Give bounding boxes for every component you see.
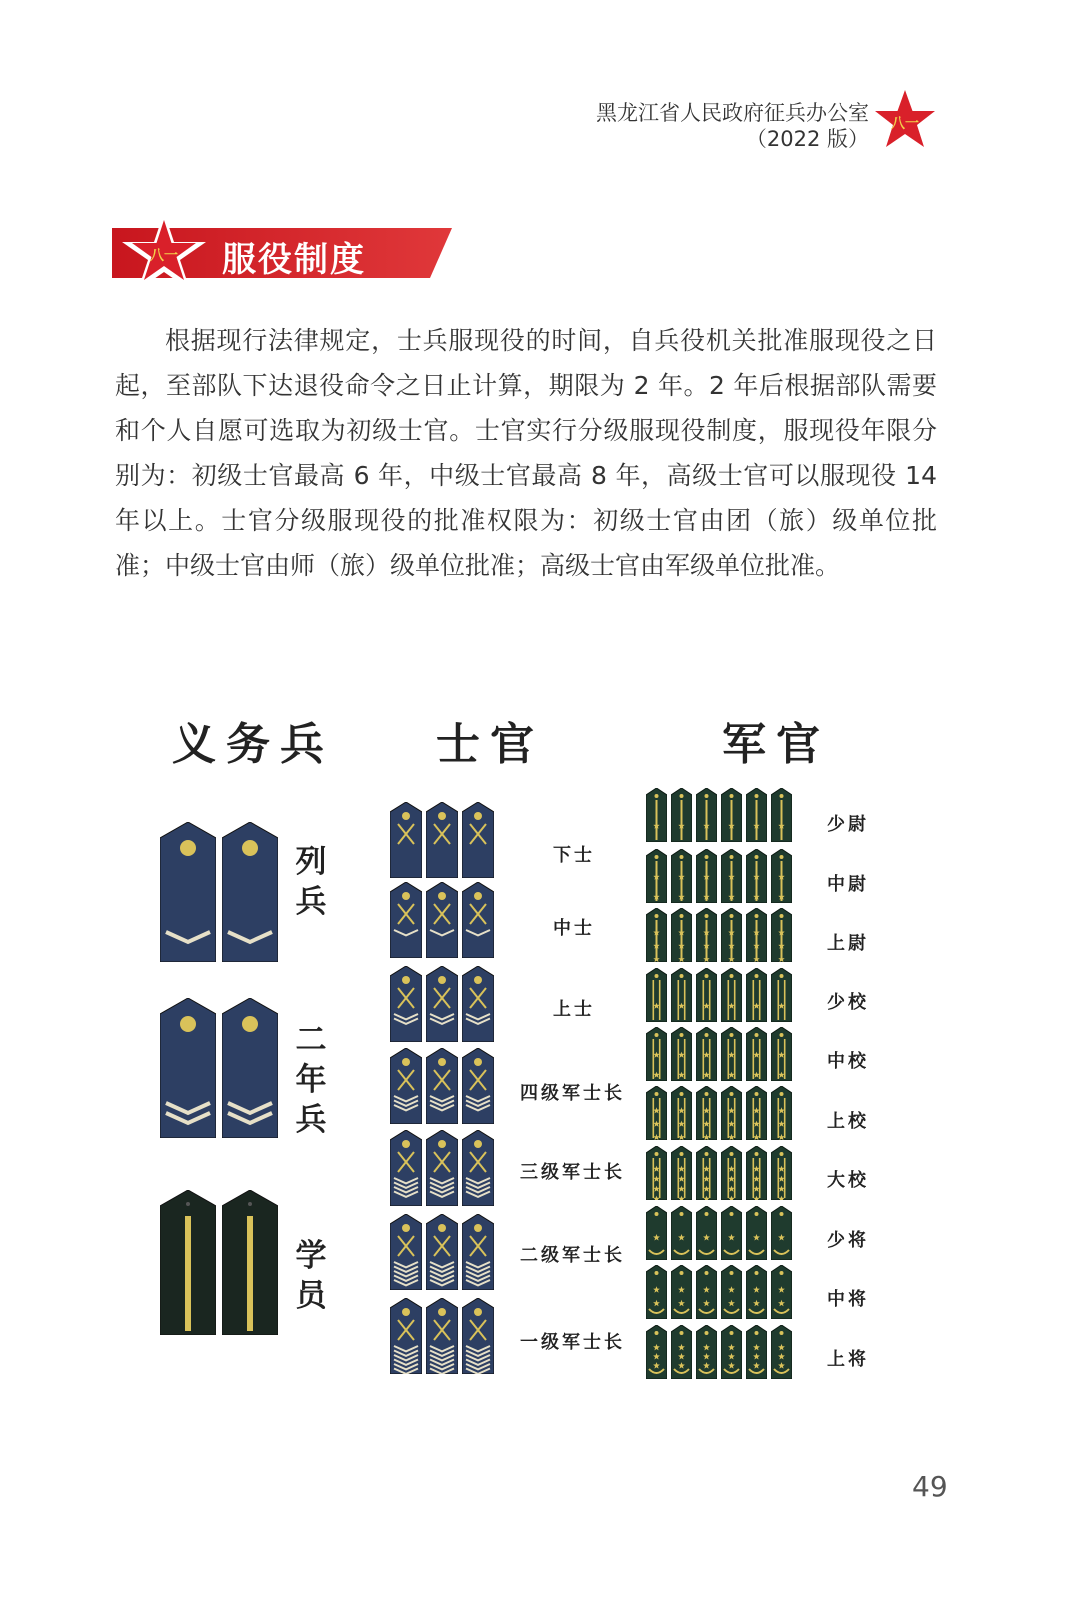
officer-board-5-4 (746, 1086, 767, 1140)
officer-board-1-4 (746, 849, 767, 903)
officer-board-6-2 (696, 1146, 717, 1200)
officer-board-5-1 (671, 1086, 692, 1140)
rank-label-major-general: 少将 (827, 1230, 869, 1251)
officer-board-9-5 (771, 1325, 792, 1379)
rank-label-colonel: 上校 (827, 1111, 869, 1132)
nco-board-6-0 (390, 1298, 422, 1374)
officer-board-4-0 (646, 1027, 667, 1081)
nco-board-1-2 (462, 882, 494, 958)
officer-board-4-2 (696, 1027, 717, 1081)
conscript-title: 义务兵 (172, 719, 334, 770)
rank-label-sergeant: 中士 (553, 918, 595, 939)
officer-board-0-5 (771, 788, 792, 842)
nco-board-4-1 (426, 1130, 458, 1206)
rank-label-msgt1: 一级军士长 (520, 1332, 625, 1353)
nco-board-5-2 (462, 1214, 494, 1290)
officer-board-5-5 (771, 1086, 792, 1140)
officer-board-8-2 (696, 1265, 717, 1319)
rank-label-cadet: 学 员 (295, 1238, 327, 1314)
rank-label-general: 上将 (827, 1349, 869, 1370)
rank-label-first-lt: 中尉 (827, 874, 869, 895)
rank-label-captain: 上尉 (827, 933, 869, 954)
officer-board-4-3 (721, 1027, 742, 1081)
officer-board-2-3 (721, 908, 742, 962)
conscript-board-1-0 (160, 998, 216, 1138)
nco-board-6-2 (462, 1298, 494, 1374)
officer-board-7-4 (746, 1206, 767, 1260)
officer-board-1-1 (671, 849, 692, 903)
nco-title: 士官 (436, 719, 544, 770)
conscript-board-2-0 (160, 1190, 216, 1335)
officer-board-0-4 (746, 788, 767, 842)
officer-board-8-5 (771, 1265, 792, 1319)
rank-label-second-year: 二 年 兵 (295, 1022, 327, 1138)
nco-board-2-2 (462, 966, 494, 1042)
officer-board-8-0 (646, 1265, 667, 1319)
officer-board-5-2 (696, 1086, 717, 1140)
banner-emblem-text: 八一 (150, 248, 178, 264)
officer-board-5-0 (646, 1086, 667, 1140)
officer-board-1-0 (646, 849, 667, 903)
officer-board-8-3 (721, 1265, 742, 1319)
officer-board-2-0 (646, 908, 667, 962)
officer-board-5-3 (721, 1086, 742, 1140)
rank-label-corporal: 下士 (553, 845, 595, 866)
officer-board-4-4 (746, 1027, 767, 1081)
officer-board-8-4 (746, 1265, 767, 1319)
officer-board-0-2 (696, 788, 717, 842)
header-org-block (596, 100, 869, 152)
officer-board-8-1 (671, 1265, 692, 1319)
rank-label-private: 列 兵 (295, 844, 327, 920)
nco-board-3-2 (462, 1048, 494, 1124)
conscript-board-2-1 (222, 1190, 278, 1335)
officer-board-7-2 (696, 1206, 717, 1260)
officer-title: 军官 (722, 719, 830, 770)
body-paragraph: 根据现行法律规定，士兵服现役的时间，自兵役机关批准服现役之日起，至部队下达退役命令之日止计算，期限为 2 年。2 年后根据部队需要和个人自愿可选取为初级士官。士官实行分级服现役制度，服现役年限分别为：初级士官最高 6 年，中级士官最高 8 年，高级士官可以服现役 14 年以上。士官分级服现役的批准权限为：初级士官由团（旅）级单位批准；中级士官由师（旅）级单位批准；高级士官由军级单位批准。 (115, 326, 937, 580)
officer-board-3-5 (771, 968, 792, 1022)
officer-board-4-5 (771, 1027, 792, 1081)
officer-board-2-2 (696, 908, 717, 962)
officer-board-2-1 (671, 908, 692, 962)
officer-board-9-4 (746, 1325, 767, 1379)
officer-board-3-4 (746, 968, 767, 1022)
section-title: 服役制度 (222, 240, 366, 280)
emblem-text: 八一 (891, 116, 919, 132)
bayi-star-emblem (873, 88, 937, 152)
header-edition: （2022 版） (745, 127, 869, 151)
officer-board-6-0 (646, 1146, 667, 1200)
nco-board-5-0 (390, 1214, 422, 1290)
nco-board-0-1 (426, 802, 458, 878)
nco-board-5-1 (426, 1214, 458, 1290)
officer-board-3-3 (721, 968, 742, 1022)
conscript-board-0-1 (222, 822, 278, 962)
officer-board-7-0 (646, 1206, 667, 1260)
rank-label-staff-sergeant: 上士 (553, 999, 595, 1020)
officer-board-9-1 (671, 1325, 692, 1379)
officer-board-7-5 (771, 1206, 792, 1260)
rank-label-msgt2: 二级军士长 (520, 1245, 625, 1266)
conscript-board-0-0 (160, 822, 216, 962)
rank-label-msgt4: 四级军士长 (520, 1083, 625, 1104)
officer-board-7-1 (671, 1206, 692, 1260)
nco-board-4-0 (390, 1130, 422, 1206)
officer-board-0-3 (721, 788, 742, 842)
officer-board-4-1 (671, 1027, 692, 1081)
officer-board-2-5 (771, 908, 792, 962)
nco-board-0-0 (390, 802, 422, 878)
officer-board-9-3 (721, 1325, 742, 1379)
officer-board-6-3 (721, 1146, 742, 1200)
conscript-board-1-1 (222, 998, 278, 1138)
page-number: 49 (912, 1470, 948, 1503)
nco-board-1-0 (390, 882, 422, 958)
officer-board-2-4 (746, 908, 767, 962)
rank-label-msgt3: 三级军士长 (520, 1162, 625, 1183)
header-org: 黑龙江省人民政府征兵办公室 (596, 101, 869, 125)
officer-board-6-5 (771, 1146, 792, 1200)
officer-board-6-1 (671, 1146, 692, 1200)
nco-board-4-2 (462, 1130, 494, 1206)
nco-board-6-1 (426, 1298, 458, 1374)
officer-board-9-2 (696, 1325, 717, 1379)
rank-label-senior-colonel: 大校 (827, 1170, 869, 1191)
officer-board-6-4 (746, 1146, 767, 1200)
nco-board-2-1 (426, 966, 458, 1042)
officer-board-3-2 (696, 968, 717, 1022)
nco-board-2-0 (390, 966, 422, 1042)
officer-board-0-0 (646, 788, 667, 842)
nco-board-1-1 (426, 882, 458, 958)
rank-label-second-lt: 少尉 (827, 814, 869, 835)
officer-board-9-0 (646, 1325, 667, 1379)
officer-board-1-3 (721, 849, 742, 903)
nco-board-3-1 (426, 1048, 458, 1124)
officer-board-1-5 (771, 849, 792, 903)
officer-board-1-2 (696, 849, 717, 903)
nco-board-3-0 (390, 1048, 422, 1124)
nco-board-0-2 (462, 802, 494, 878)
rank-label-major: 少校 (827, 992, 869, 1013)
officer-board-0-1 (671, 788, 692, 842)
rank-label-lt-colonel: 中校 (827, 1051, 869, 1072)
officer-board-7-3 (721, 1206, 742, 1260)
officer-board-3-0 (646, 968, 667, 1022)
officer-board-3-1 (671, 968, 692, 1022)
rank-label-lt-general: 中将 (827, 1289, 869, 1310)
